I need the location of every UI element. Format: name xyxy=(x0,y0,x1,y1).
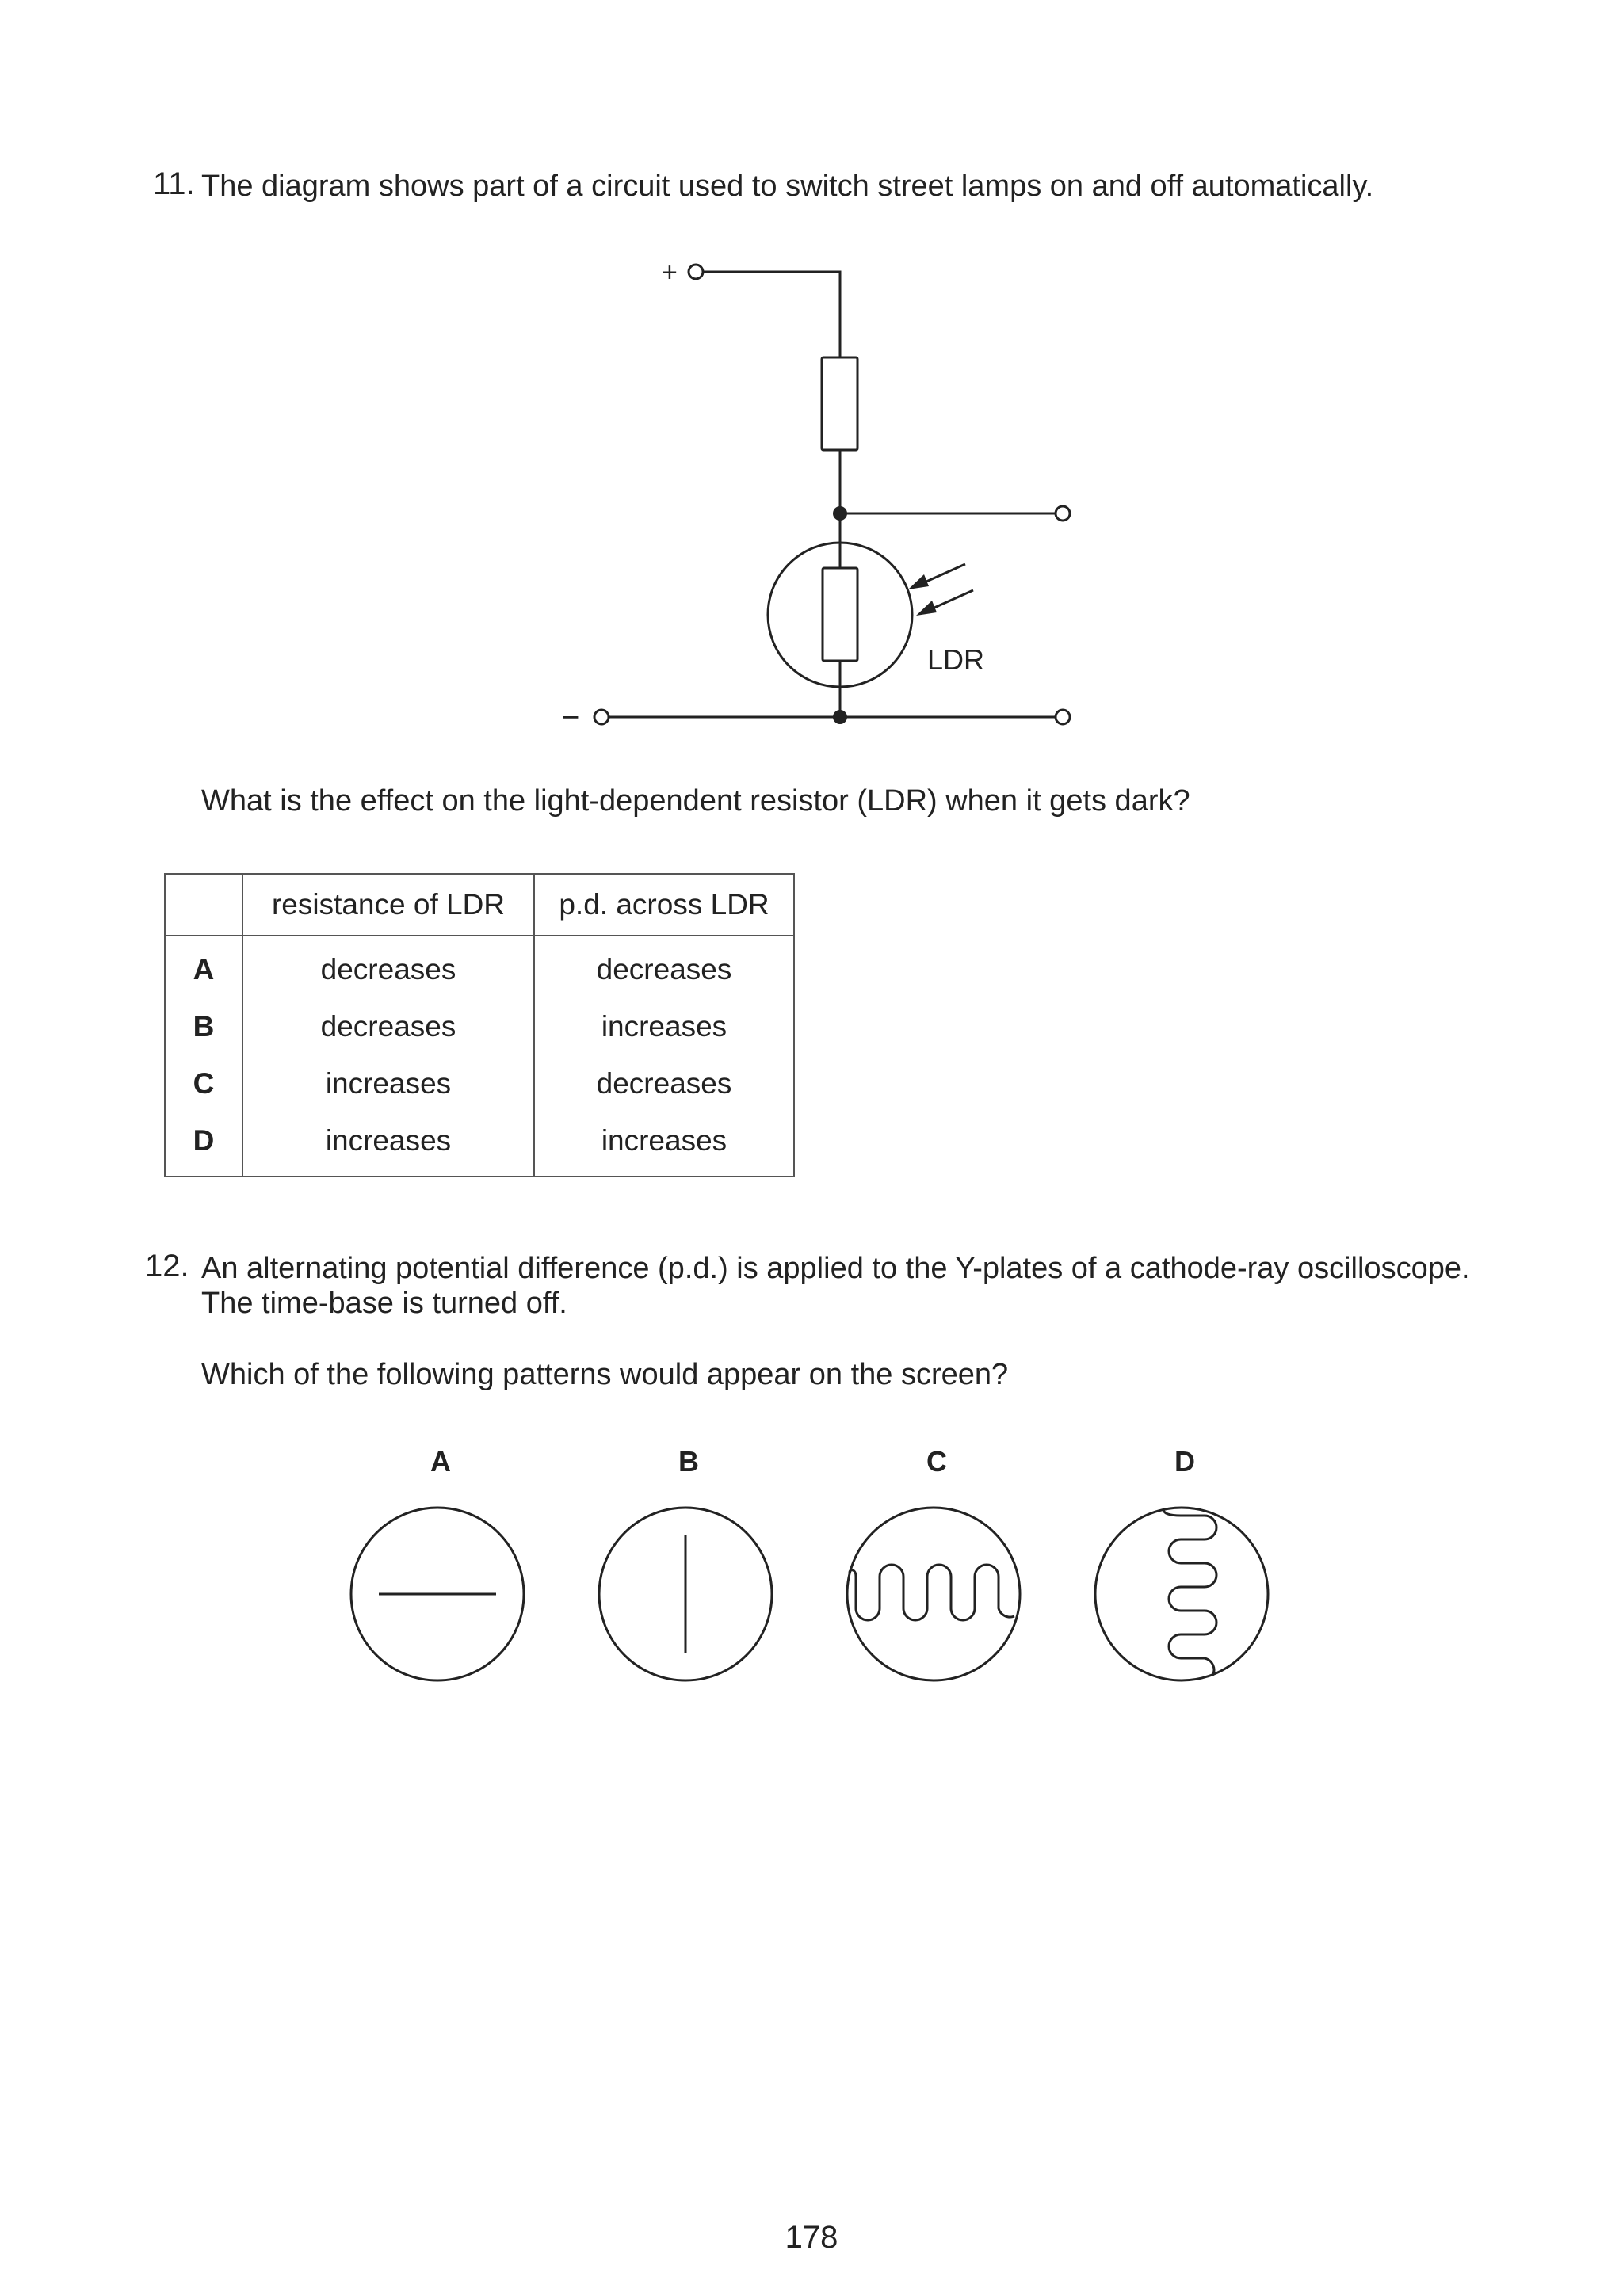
question-11-text: The diagram shows part of a circuit used to switch street lamps on and off automatically. xyxy=(201,170,1374,203)
ldr-circuit-diagram xyxy=(0,0,1623,792)
answer-table xyxy=(164,873,795,1177)
table-row xyxy=(165,998,794,1055)
negative-label: − xyxy=(562,701,580,734)
output-terminal-bottom xyxy=(1056,710,1070,724)
positive-label: + xyxy=(662,257,678,288)
row-resistance: decreases xyxy=(242,998,534,1055)
row-pd: increases xyxy=(534,998,794,1055)
ldr-resistor xyxy=(823,568,857,661)
row-pd: decreases xyxy=(534,1055,794,1112)
screen-d xyxy=(1095,1508,1268,1680)
question-12-text-line1: An alternating potential difference (p.d.) is applied to the Y-plates of a cathode-ray oscilloscope. xyxy=(201,1252,1470,1285)
oscilloscope-options xyxy=(0,1426,1623,1743)
question-12-text-line2: The time-base is turned off. xyxy=(201,1287,567,1320)
row-resistance: increases xyxy=(242,1112,534,1177)
question-11-number: 11. xyxy=(153,166,195,201)
fixed-resistor xyxy=(822,357,857,450)
option-a-label: A xyxy=(430,1445,451,1478)
negative-terminal xyxy=(594,710,609,724)
table-header-blank xyxy=(165,874,242,936)
table-row xyxy=(165,1112,794,1177)
question-11-prompt: What is the effect on the light-dependent resistor (LDR) when it gets dark? xyxy=(201,784,1190,818)
page-number: 178 xyxy=(785,2220,838,2255)
trace-vertical-wave xyxy=(1163,1509,1216,1676)
positive-terminal xyxy=(689,265,703,279)
screen-c xyxy=(847,1508,1020,1680)
junction-top xyxy=(833,506,847,521)
junction-bottom xyxy=(833,710,847,724)
table-row xyxy=(165,936,794,998)
row-letter: A xyxy=(165,936,242,998)
option-b-label: B xyxy=(678,1445,699,1478)
row-resistance: increases xyxy=(242,1055,534,1112)
row-pd: decreases xyxy=(534,936,794,998)
row-letter: B xyxy=(165,998,242,1055)
option-d-label: D xyxy=(1174,1445,1195,1478)
trace-horizontal-wave xyxy=(850,1565,1014,1620)
table-row xyxy=(165,1055,794,1112)
ldr-label: LDR xyxy=(927,643,985,676)
question-12-prompt: Which of the following patterns would appear on the screen? xyxy=(201,1358,1009,1391)
option-c-label: C xyxy=(926,1445,947,1478)
table-header-pd: p.d. across LDR xyxy=(534,874,794,936)
row-resistance: decreases xyxy=(242,936,534,998)
row-pd: increases xyxy=(534,1112,794,1177)
output-terminal-top xyxy=(1056,506,1070,521)
question-12-number: 12. xyxy=(145,1249,189,1283)
table-header-resistance: resistance of LDR xyxy=(242,874,534,936)
row-letter: D xyxy=(165,1112,242,1177)
row-letter: C xyxy=(165,1055,242,1112)
